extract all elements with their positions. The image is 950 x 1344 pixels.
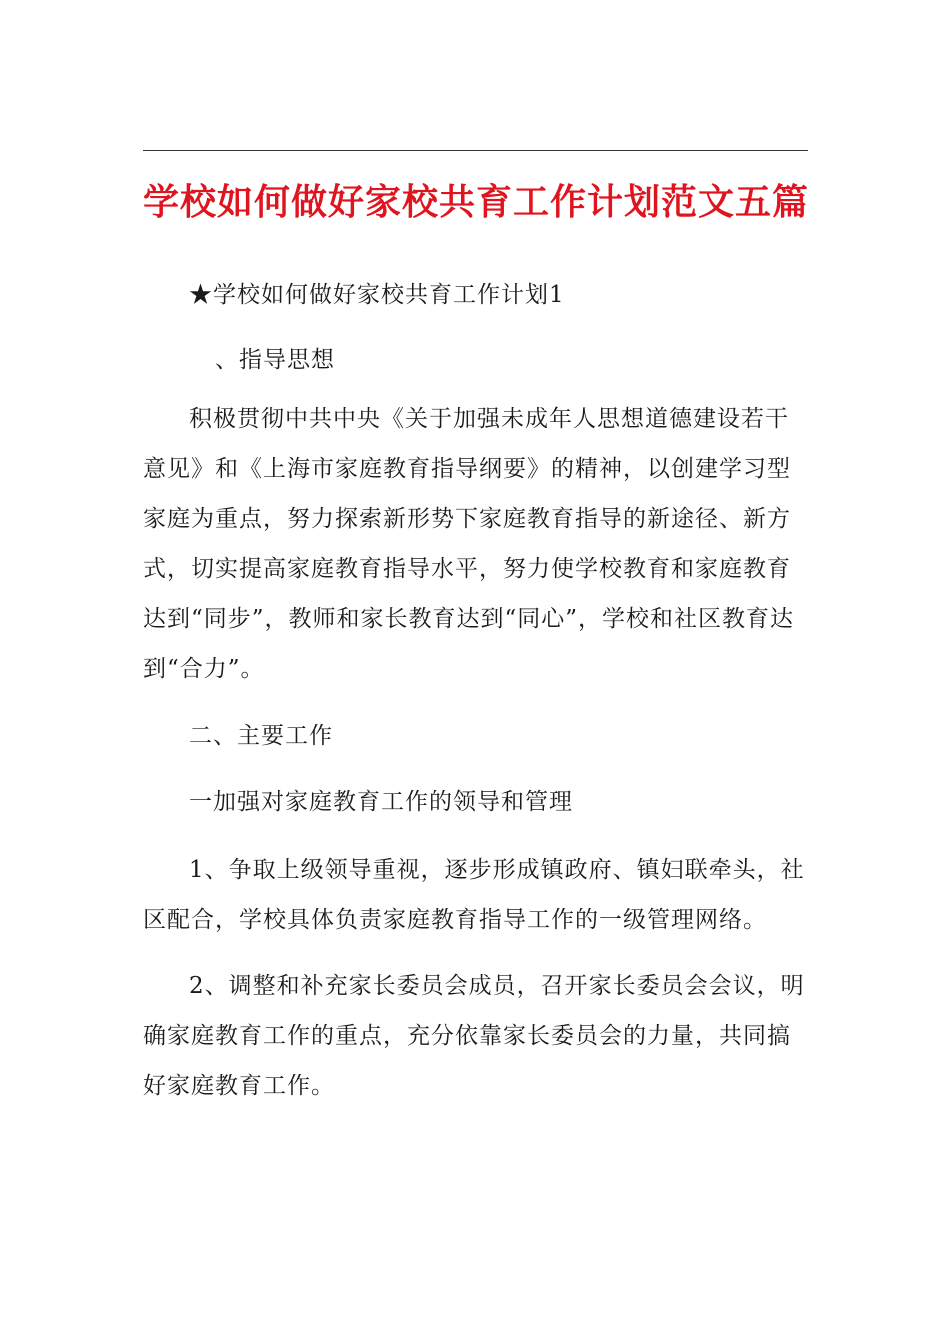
title-top-rule [143, 150, 808, 151]
list-item-2: 2、调整和补充家长委员会成员，召开家长委员会会议，明确家庭教育工作的重点，充分依靠家长委员会的力量，共同搞好家庭教育工作。 [143, 973, 805, 1099]
document-title: 学校如何做好家校共育工作计划范文五篇 [143, 181, 810, 224]
section-heading: ★学校如何做好家校共育工作计划1 [189, 282, 565, 308]
heading-guiding-thought: 、指导思想 [215, 347, 335, 373]
paragraph-guiding-thought: 积极贯彻中共中央《关于加强未成年人思想道德建设若干意见》和《上海市家庭教育指导纲要》的精神，以创建学习型家庭为重点，努力探索新形势下家庭教育指导的新途径、新方式，切实提高家庭教育指导水平，努力使学校教育和家庭教育达到“同步”，教师和家长教育达到“同心”，学校和社区教育达到“合力”。 [143, 406, 795, 682]
list-item-1: 1、争取上级领导重视，逐步形成镇政府、镇妇联牵头，社区配合，学校具体负责家庭教育指导工作的一级管理网络。 [143, 857, 805, 933]
heading-main-work: 二、主要工作 [189, 723, 333, 749]
subheading-leadership: 一加强对家庭教育工作的领导和管理 [189, 789, 573, 815]
